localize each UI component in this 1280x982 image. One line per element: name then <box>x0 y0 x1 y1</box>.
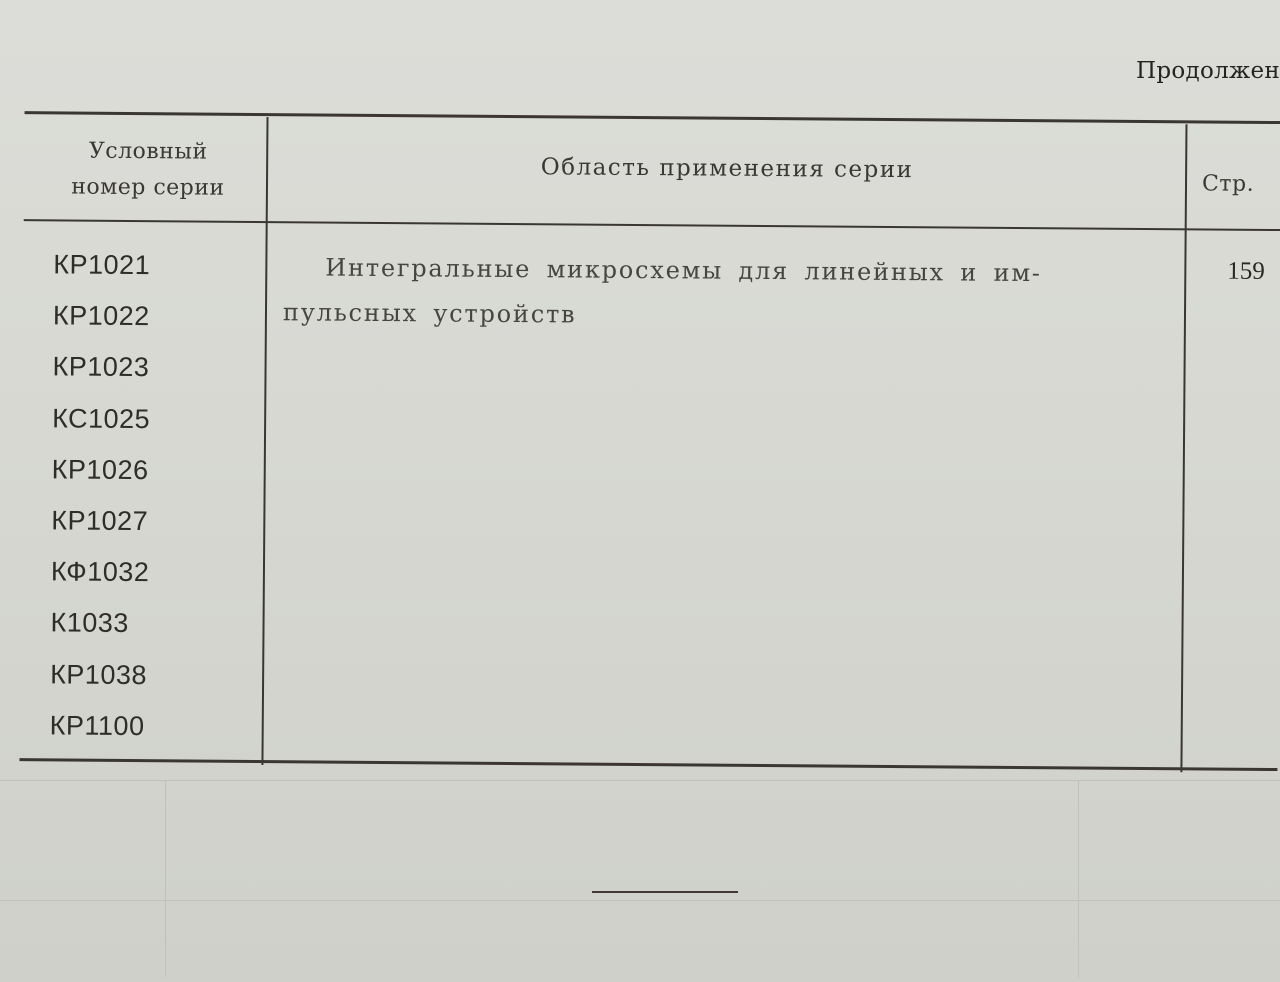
column-divider-2 <box>1180 124 1187 772</box>
series-number-list <box>50 241 152 754</box>
column-divider-1 <box>261 117 268 765</box>
application-area-line-1: Интегральные микросхемы для линейных и им- <box>325 253 1042 288</box>
page-number: 159 <box>1227 257 1265 285</box>
bleed-through-divider <box>1078 780 1079 977</box>
column-header-series-number-line1: Условный <box>88 138 208 165</box>
series-number: КР1023 <box>52 351 150 383</box>
bleed-through-rule <box>0 900 1280 901</box>
series-number: КС1025 <box>52 402 151 434</box>
series-number: КФ1032 <box>50 556 150 588</box>
column-header-page: Стр. <box>1201 171 1255 197</box>
series-number: КР1038 <box>50 658 148 690</box>
column-header-series-number <box>42 133 255 207</box>
series-number: КР1100 <box>49 710 145 741</box>
table-top-rule <box>25 111 1280 124</box>
table-bottom-rule <box>19 758 1277 771</box>
section-end-rule <box>592 891 738 893</box>
application-area-text <box>283 245 1174 342</box>
bleed-through-divider <box>165 780 166 977</box>
application-area-line-2: пульсных устройств <box>282 298 577 329</box>
series-number: КР1022 <box>52 300 150 332</box>
series-number: К1033 <box>50 607 129 639</box>
table-header-rule <box>24 219 1280 231</box>
series-number: КР1026 <box>51 454 149 485</box>
column-header-application-area: Область применения серии <box>540 154 914 184</box>
column-header-series-number-line2: номер серии <box>71 174 225 201</box>
series-number: КР1027 <box>51 505 149 537</box>
continuation-label: Продолжен <box>1136 58 1280 84</box>
series-number: КР1021 <box>53 249 151 281</box>
bleed-through-rule <box>0 780 1280 781</box>
